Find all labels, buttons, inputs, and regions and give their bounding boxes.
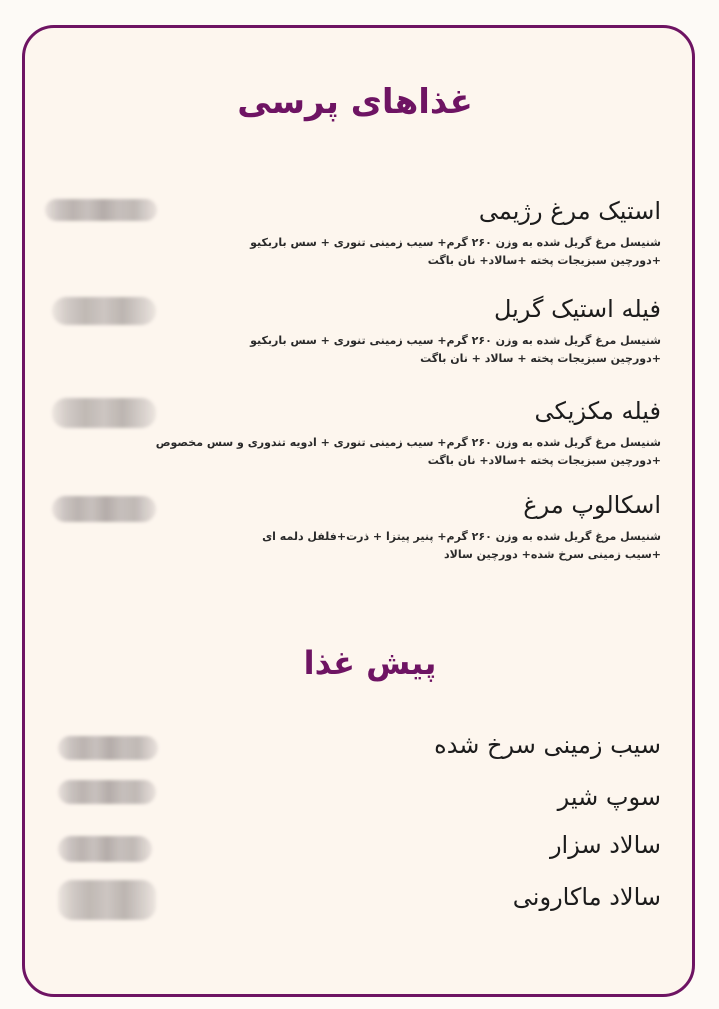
menu-item-name: فیله مکزیکی: [534, 397, 661, 425]
menu-item-caesar-salad: سالاد سزار: [549, 831, 661, 859]
price-blurred: [52, 297, 156, 325]
description-line: شنیسل مرغ گریل شده به وزن ۲۶۰ گرم+ سیب زمینی تنوری + سس باربکیو: [250, 236, 661, 249]
menu-item-name: فیله استیک گریل: [493, 295, 661, 323]
menu-item-description: [156, 434, 661, 470]
menu-item-description: [250, 332, 661, 368]
price-blurred: [58, 836, 152, 862]
price-blurred: [58, 780, 156, 804]
menu-item-french-fries: سیب زمینی سرخ شده: [434, 731, 661, 759]
section-title-appetizers: پیش غذا: [303, 644, 437, 682]
menu-item-grilled-fillet-steak: [250, 292, 661, 368]
section-title-persian-dishes: غذاهای پرسی: [237, 82, 473, 122]
menu-item-mexican-fillet: [156, 394, 661, 470]
description-line: شنیسل مرغ گریل شده به وزن ۲۶۰ گرم+ سیب زمینی تنوری + ادویه تندوری و سس مخصوص: [155, 436, 661, 449]
price-blurred: [58, 880, 156, 920]
description-line: شنیسل مرغ گریل شده به وزن ۲۶۰ گرم+ سیب زمینی تنوری + سس باربکیو: [250, 334, 661, 347]
price-blurred: [45, 199, 157, 221]
description-line: شنیسل مرغ گریل شده به وزن ۲۶۰ گرم+ پنیر پیتزا + ذرت+فلفل دلمه ای: [262, 530, 661, 543]
menu-item-pasta-salad: سالاد ماکارونی: [512, 883, 661, 911]
description-line: +دورچین سبزیجات پخته +سالاد+ نان باگت: [427, 254, 661, 267]
description-line: +دورچین سبزیجات پخته + سالاد + نان باگت: [420, 352, 661, 365]
menu-item-chicken-escalope: [262, 488, 661, 564]
price-blurred: [52, 496, 156, 522]
price-blurred: [52, 398, 156, 428]
menu-item-description: [262, 528, 661, 564]
menu-item-name: اسکالوپ مرغ: [523, 491, 661, 519]
menu-item-milk-soup: سوپ شیر: [557, 783, 661, 811]
menu-item-description: [250, 234, 661, 270]
description-line: +دورچین سبزیجات پخته +سالاد+ نان باگت: [427, 454, 661, 467]
description-line: +سیب زمینی سرخ شده+ دورچین سالاد: [444, 548, 661, 561]
price-blurred: [58, 736, 158, 760]
menu-item-name: استیک مرغ رژیمی: [478, 197, 661, 225]
menu-item-diet-chicken-steak: [250, 194, 661, 270]
